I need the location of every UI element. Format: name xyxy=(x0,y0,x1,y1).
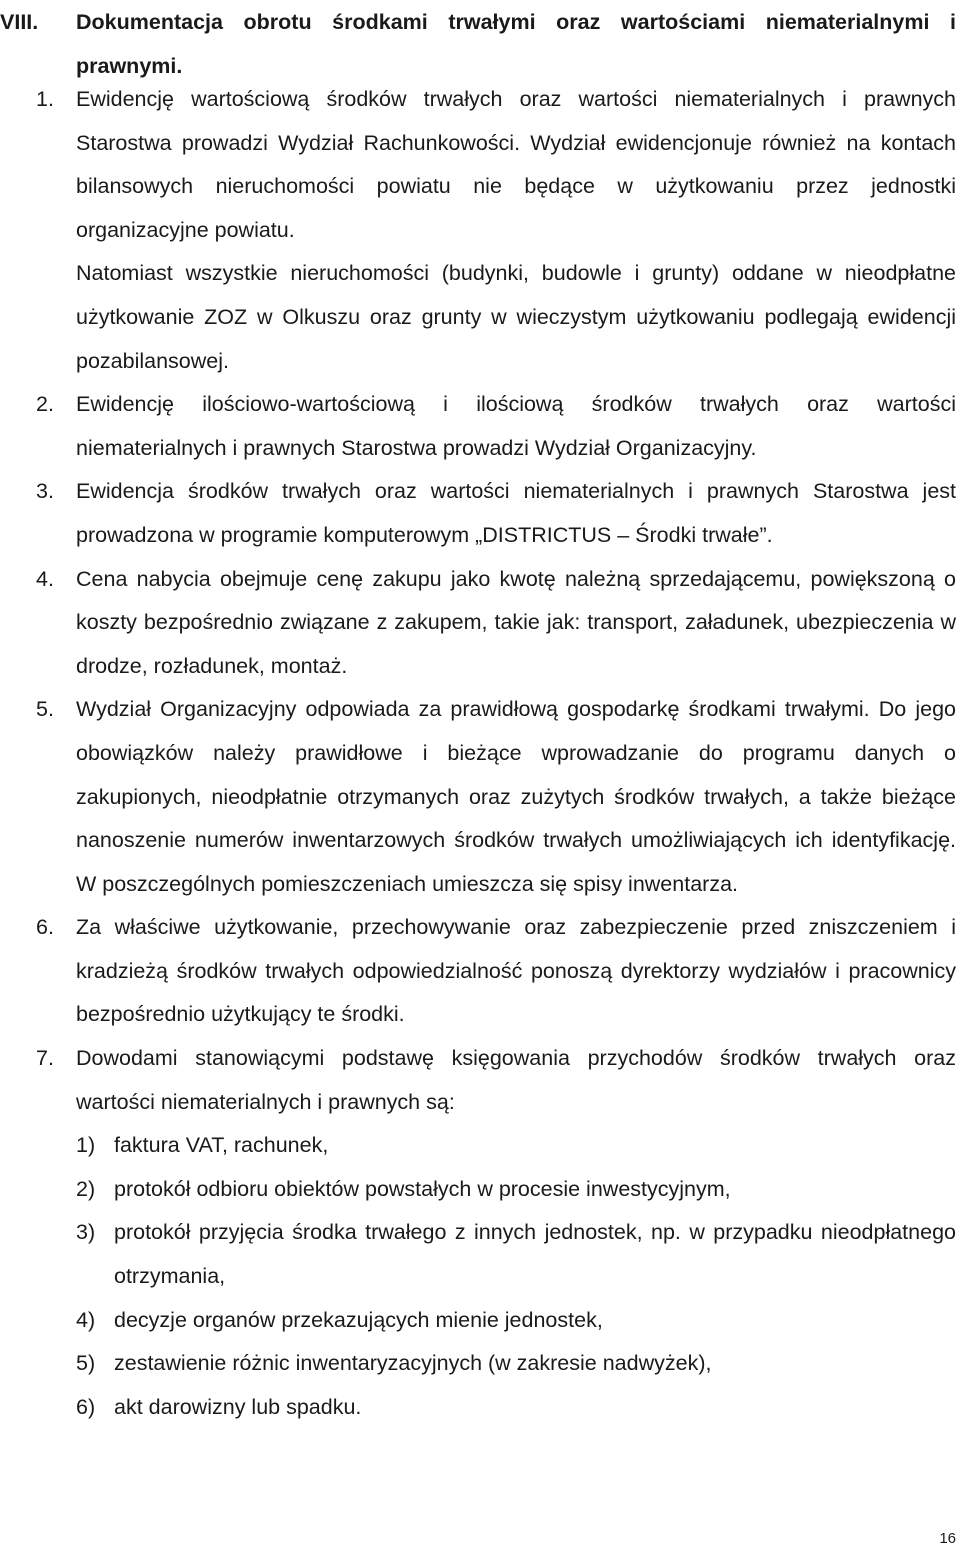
sub-list-item xyxy=(76,1342,956,1386)
list-item xyxy=(0,470,956,557)
item-number: 2. xyxy=(36,392,54,417)
sub-item-number: 1) xyxy=(76,1133,96,1158)
list-item xyxy=(0,688,956,906)
sub-item-number: 5) xyxy=(76,1351,96,1376)
item-paragraph: Ewidencję ilościowo-wartościową i ilościową środków trwałych oraz wartości niematerialnych i prawnych Starostwa prowadzi Wydział Organizacyjny. xyxy=(76,392,956,460)
section-number: VIII. xyxy=(0,10,39,34)
sub-list-item xyxy=(76,1211,956,1298)
sub-list-item xyxy=(76,1299,956,1343)
sub-list-item xyxy=(76,1386,956,1430)
sub-item-number: 3) xyxy=(76,1220,96,1245)
item-paragraph: Natomiast wszystkie nieruchomości (budynki, budowle i grunty) oddane w nieodpłatne użytkowanie ZOZ w Olkuszu oraz grunty w wieczystym użytkowaniu podlegają ewidencji pozabilansowej. xyxy=(76,261,956,373)
item-paragraph: Ewidencję wartościową środków trwałych oraz wartości niematerialnych i prawnych Starostwa prowadzi Wydział Rachunkowości. Wydział ewidencjonuje również na kontach bilansowych nieruchomości powiatu nie będące w użytkowaniu przez jednostki organizacyjne powiatu. xyxy=(76,87,956,242)
item-number: 6. xyxy=(36,915,54,940)
list-item xyxy=(0,1037,956,1429)
list-item xyxy=(0,78,956,383)
item-paragraph: Cena nabycia obejmuje cenę zakupu jako kwotę należną sprzedającemu, powiększoną o koszty bezpośrednio związane z zakupem, takie jak: transport, załadunek, ubezpieczenia w drodze, rozładunek, montaż. xyxy=(76,566,956,678)
item-paragraph: Ewidencja środków trwałych oraz wartości niematerialnych i prawnych Starostwa jest prowadzona w programie komputerowym „DISTRICTUS – Środki trwałe”. xyxy=(76,479,956,547)
list-item xyxy=(0,558,956,689)
item-paragraph: Dowodami stanowiącymi podstawę księgowania przychodów środków trwałych oraz wartości niematerialnych i prawnych są: xyxy=(76,1046,956,1114)
list-item xyxy=(0,906,956,1037)
sub-list-item xyxy=(76,1124,956,1168)
sub-item-number: 6) xyxy=(76,1394,96,1419)
item-number: 7. xyxy=(36,1046,54,1071)
item-paragraph: Za właściwe użytkowanie, przechowywanie oraz zabezpieczenie przed zniszczeniem i kradzieżą środków trwałych odpowiedzialność ponoszą dyrektorzy wydziałów i pracownicy bezpośrednio użytkujący te środki. xyxy=(76,915,956,1027)
sub-item-text: zestawienie różnic inwentaryzacyjnych (w zakresie nadwyżek), xyxy=(114,1351,712,1376)
item-paragraph: Wydział Organizacyjny odpowiada za prawidłową gospodarkę środkami trwałymi. Do jego obowiązków należy prawidłowe i bieżące wprowadzanie do programu danych o zakupionych, nieodpłatnie otrzymanych oraz zużytych środków trwałych, a także bieżące nanoszenie numerów inwentarzowych środków trwałych umożliwiających ich identyfikację. W poszczególnych pomieszczeniach umieszcza się spisy inwentarza. xyxy=(76,697,956,896)
page-number: 16 xyxy=(939,1530,956,1547)
list-item xyxy=(0,383,956,470)
numbered-list xyxy=(0,78,956,1429)
sub-item-text: faktura VAT, rachunek, xyxy=(114,1133,329,1158)
sub-list-item xyxy=(76,1168,956,1212)
sub-item-text: decyzje organów przekazujących mienie jednostek, xyxy=(114,1307,603,1332)
section-title: Dokumentacja obrotu środkami trwałymi oraz wartościami niematerialnymi i prawnymi. xyxy=(76,10,956,78)
sub-list xyxy=(76,1124,956,1429)
sub-item-text: akt darowizny lub spadku. xyxy=(114,1394,362,1419)
sub-item-number: 2) xyxy=(76,1176,96,1201)
item-number: 3. xyxy=(36,479,54,504)
item-number: 4. xyxy=(36,566,54,591)
sub-item-text: protokół przyjęcia środka trwałego z innych jednostek, np. w przypadku nieodpłatnego otrzymania, xyxy=(114,1220,956,1289)
sub-item-text: protokół odbioru obiektów powstałych w procesie inwestycyjnym, xyxy=(114,1176,731,1201)
item-number: 1. xyxy=(36,87,54,111)
item-number: 5. xyxy=(36,697,54,722)
sub-item-number: 4) xyxy=(76,1307,96,1332)
